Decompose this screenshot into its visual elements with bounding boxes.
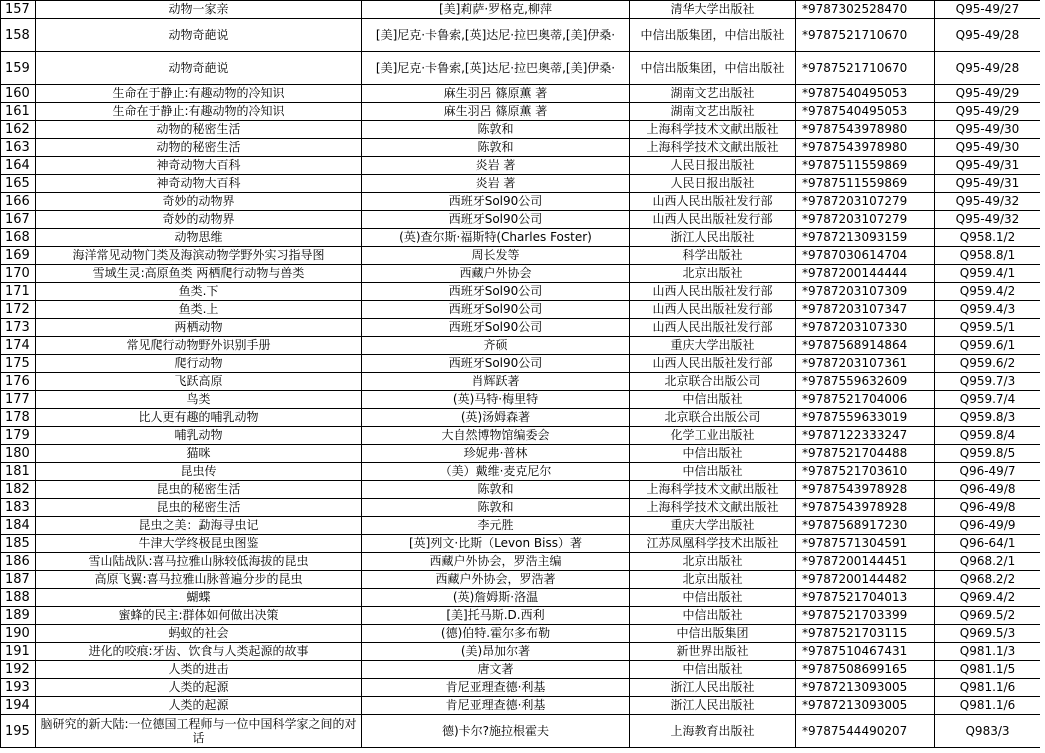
table-row [1,553,1041,571]
isbn-cell[interactable]: *9787521703399 [796,607,935,625]
title-cell[interactable]: 动物奇葩说 [36,52,362,85]
call-number-cell[interactable]: Q981.1/5 [935,661,1041,679]
row-number-cell[interactable]: 168 [1,229,36,247]
publisher-cell[interactable]: 北京联合出版公司 [630,409,796,427]
call-number-cell[interactable]: Q96-64/1 [935,535,1041,553]
isbn-cell[interactable]: *9787510467431 [796,643,935,661]
isbn-cell[interactable]: *9787568914864 [796,337,935,355]
row-number-cell[interactable]: 181 [1,463,36,481]
title-cell[interactable]: 昆虫传 [36,463,362,481]
table-row [1,373,1041,391]
call-number-cell[interactable]: Q96-49/8 [935,499,1041,517]
table-row [1,571,1041,589]
call-number-cell[interactable]: Q959.7/3 [935,373,1041,391]
table-row [1,679,1041,697]
isbn-cell[interactable]: *9787030614704 [796,247,935,265]
call-number-cell[interactable]: Q95-49/30 [935,139,1041,157]
publisher-cell[interactable]: 人民日报出版社 [630,175,796,193]
publisher-cell[interactable]: 浙江人民出版社 [630,697,796,715]
isbn-cell[interactable]: *9787521710670 [796,19,935,52]
publisher-cell[interactable]: 中信出版社 [630,391,796,409]
isbn-cell[interactable]: *9787203107347 [796,301,935,319]
author-cell[interactable]: 西班牙Sol90公司 [362,355,630,373]
title-cell[interactable]: 神奇动物大百科 [36,175,362,193]
call-number-cell[interactable]: Q959.4/3 [935,301,1041,319]
table-row [1,139,1041,157]
author-cell[interactable]: (英)马特·梅里特 [362,391,630,409]
table-row [1,229,1041,247]
call-number-cell[interactable]: Q959.7/4 [935,391,1041,409]
publisher-cell[interactable]: 科学出版社 [630,247,796,265]
title-cell[interactable]: 鸟类 [36,391,362,409]
call-number-cell[interactable]: Q959.4/1 [935,265,1041,283]
table-row [1,427,1041,445]
call-number-cell[interactable]: Q95-49/32 [935,193,1041,211]
author-cell[interactable]: [英]列文·比斯（Levon Biss）著 [362,535,630,553]
publisher-cell[interactable]: 中信出版社 [630,589,796,607]
sheet-right-margin [1040,0,1045,753]
author-cell[interactable]: 肖辉跃著 [362,373,630,391]
publisher-cell[interactable]: 江苏凤凰科学技术出版社 [630,535,796,553]
author-cell[interactable]: 肯尼亚理查德·利基 [362,679,630,697]
publisher-cell[interactable]: 中信出版集团，中信出版社 [630,52,796,85]
row-number-cell[interactable]: 161 [1,103,36,121]
spreadsheet-body [1,1,1041,748]
row-number-cell[interactable]: 166 [1,193,36,211]
author-cell[interactable]: 德)卡尔?施拉根霍夫 [362,715,630,748]
title-cell[interactable]: 动物的秘密生活 [36,139,362,157]
table-row [1,625,1041,643]
table-row [1,193,1041,211]
isbn-cell[interactable]: *9787511559869 [796,175,935,193]
title-cell[interactable]: 雪山陆战队:喜马拉雅山脉较低海拔的昆虫 [36,553,362,571]
author-cell[interactable]: 西藏户外协会，罗浩主编 [362,553,630,571]
table-row [1,19,1041,52]
title-cell[interactable]: 猫咪 [36,445,362,463]
publisher-cell[interactable]: 新世界出版社 [630,643,796,661]
isbn-cell[interactable]: *9787508699165 [796,661,935,679]
row-number-cell[interactable]: 174 [1,337,36,355]
title-cell[interactable]: 雪域生灵:高原鱼类 两栖爬行动物与兽类 [36,265,362,283]
publisher-cell[interactable]: 中信出版集团，中信出版社 [630,19,796,52]
publisher-cell[interactable]: 山西人民出版社发行部 [630,193,796,211]
publisher-cell[interactable]: 山西人民出版社发行部 [630,301,796,319]
author-cell[interactable]: (英)查尔斯·福斯特(Charles Foster) [362,229,630,247]
call-number-cell[interactable]: Q959.4/2 [935,283,1041,301]
table-row [1,715,1041,748]
isbn-cell[interactable]: *9787203107361 [796,355,935,373]
publisher-cell[interactable]: 上海科学技术文献出版社 [630,121,796,139]
table-row [1,661,1041,679]
call-number-cell[interactable]: Q968.2/2 [935,571,1041,589]
title-cell[interactable]: 人类的起源 [36,679,362,697]
publisher-cell[interactable]: 上海科学技术文献出版社 [630,499,796,517]
publisher-cell[interactable]: 北京出版社 [630,571,796,589]
author-cell[interactable]: 肯尼亚理查德·利基 [362,697,630,715]
title-cell[interactable]: 蜜蜂的民主:群体如何做出决策 [36,607,362,625]
table-row [1,643,1041,661]
isbn-cell[interactable]: *9787559632609 [796,373,935,391]
title-cell[interactable]: 动物的秘密生活 [36,121,362,139]
row-number-cell[interactable]: 165 [1,175,36,193]
isbn-cell[interactable]: *9787203107279 [796,193,935,211]
isbn-cell[interactable]: *9787521704006 [796,391,935,409]
row-number-cell[interactable]: 189 [1,607,36,625]
publisher-cell[interactable]: 湖南文艺出版社 [630,85,796,103]
publisher-cell[interactable]: 中信出版社 [630,607,796,625]
row-number-cell[interactable]: 179 [1,427,36,445]
publisher-cell[interactable]: 上海教育出版社 [630,715,796,748]
publisher-cell[interactable]: 上海科学技术文献出版社 [630,481,796,499]
title-cell[interactable]: 昆虫之美：勐海寻虫记 [36,517,362,535]
title-cell[interactable]: 高原飞翼:喜马拉雅山脉普遍分步的昆虫 [36,571,362,589]
isbn-cell[interactable]: *9787544490207 [796,715,935,748]
author-cell[interactable]: 炎岩 著 [362,175,630,193]
title-cell[interactable]: 生命在于静止:有趣动物的冷知识 [36,85,362,103]
call-number-cell[interactable]: Q95-49/31 [935,157,1041,175]
row-number-cell[interactable]: 184 [1,517,36,535]
row-number-cell[interactable]: 188 [1,589,36,607]
title-cell[interactable]: 蝴蝶 [36,589,362,607]
title-cell[interactable]: 奇妙的动物界 [36,211,362,229]
table-row [1,85,1041,103]
call-number-cell[interactable]: Q959.6/2 [935,355,1041,373]
table-row [1,463,1041,481]
author-cell[interactable]: [美]尼克·卡鲁索,[英]达尼·拉巴奥蒂,[美]伊桑· [362,52,630,85]
publisher-cell[interactable]: 化学工业出版社 [630,427,796,445]
title-cell[interactable]: 鱼类.上 [36,301,362,319]
author-cell[interactable]: 唐文著 [362,661,630,679]
call-number-cell[interactable]: Q96-49/7 [935,463,1041,481]
publisher-cell[interactable]: 北京出版社 [630,553,796,571]
row-number-cell[interactable]: 192 [1,661,36,679]
table-row [1,409,1041,427]
title-cell[interactable]: 两栖动物 [36,319,362,337]
row-number-cell[interactable]: 169 [1,247,36,265]
table-row [1,589,1041,607]
publisher-cell[interactable]: 山西人民出版社发行部 [630,211,796,229]
row-number-cell[interactable]: 194 [1,697,36,715]
title-cell[interactable]: 爬行动物 [36,355,362,373]
isbn-cell[interactable]: *9787203107309 [796,283,935,301]
row-number-cell[interactable]: 176 [1,373,36,391]
title-cell[interactable]: 哺乳动物 [36,427,362,445]
author-cell[interactable]: 西班牙Sol90公司 [362,283,630,301]
call-number-cell[interactable]: Q983/3 [935,715,1041,748]
author-cell[interactable]: 大自然博物馆编委会 [362,427,630,445]
call-number-cell[interactable]: Q959.5/1 [935,319,1041,337]
title-cell[interactable]: 常见爬行动物野外识别手册 [36,337,362,355]
table-row [1,283,1041,301]
author-cell[interactable]: 麻生羽呂 篠原薫 著 [362,85,630,103]
table-row [1,499,1041,517]
author-cell[interactable]: [美]莉萨·罗格克,柳萍 [362,1,630,19]
table-row [1,481,1041,499]
call-number-cell[interactable]: Q959.6/1 [935,337,1041,355]
publisher-cell[interactable]: 浙江人民出版社 [630,229,796,247]
row-number-cell[interactable]: 167 [1,211,36,229]
author-cell[interactable]: 西藏户外协会 [362,265,630,283]
call-number-cell[interactable]: Q981.1/6 [935,679,1041,697]
call-number-cell[interactable]: Q969.5/2 [935,607,1041,625]
table-row [1,697,1041,715]
call-number-cell[interactable]: Q95-49/27 [935,1,1041,19]
table-row [1,1,1041,19]
table-row [1,445,1041,463]
table-row [1,247,1041,265]
table-row [1,607,1041,625]
publisher-cell[interactable]: 北京出版社 [630,265,796,283]
table-row [1,103,1041,121]
author-cell[interactable]: 周长发等 [362,247,630,265]
row-number-cell[interactable]: 173 [1,319,36,337]
table-row [1,52,1041,85]
author-cell[interactable]: (英)詹姆斯·洛温 [362,589,630,607]
isbn-cell[interactable]: *9787511559869 [796,157,935,175]
table-row [1,211,1041,229]
row-number-cell[interactable]: 177 [1,391,36,409]
isbn-cell[interactable]: *9787200144482 [796,571,935,589]
author-cell[interactable]: 齐硕 [362,337,630,355]
title-cell[interactable]: 人类的起源 [36,697,362,715]
row-number-cell[interactable]: 171 [1,283,36,301]
publisher-cell[interactable]: 湖南文艺出版社 [630,103,796,121]
author-cell[interactable]: 西藏户外协会，罗浩著 [362,571,630,589]
author-cell[interactable]: [美]尼克·卡鲁索,[英]达尼·拉巴奥蒂,[美]伊桑· [362,19,630,52]
isbn-cell[interactable]: *9787213093005 [796,697,935,715]
publisher-cell[interactable]: 中信出版社 [630,445,796,463]
row-number-cell[interactable]: 159 [1,52,36,85]
title-cell[interactable]: 昆虫的秘密生活 [36,499,362,517]
row-number-cell[interactable]: 193 [1,679,36,697]
row-number-cell[interactable]: 195 [1,715,36,748]
title-cell[interactable]: 动物思维 [36,229,362,247]
call-number-cell[interactable]: Q969.4/2 [935,589,1041,607]
publisher-cell[interactable]: 重庆大学出版社 [630,517,796,535]
title-cell[interactable]: 鱼类.下 [36,283,362,301]
row-number-cell[interactable]: 163 [1,139,36,157]
isbn-cell[interactable]: *9787540495053 [796,85,935,103]
table-row [1,391,1041,409]
isbn-cell[interactable]: *9787543978980 [796,139,935,157]
call-number-cell[interactable]: Q95-49/28 [935,19,1041,52]
author-cell[interactable]: 西班牙Sol90公司 [362,301,630,319]
title-cell[interactable]: 比人更有趣的哺乳动物 [36,409,362,427]
publisher-cell[interactable]: 山西人民出版社发行部 [630,319,796,337]
isbn-cell[interactable]: *9787568917230 [796,517,935,535]
table-row [1,121,1041,139]
row-number-cell[interactable]: 191 [1,643,36,661]
title-cell[interactable]: 人类的进击 [36,661,362,679]
table-row [1,301,1041,319]
isbn-cell[interactable]: *9787521703115 [796,625,935,643]
table-row [1,355,1041,373]
table-row [1,157,1041,175]
row-number-cell[interactable]: 175 [1,355,36,373]
author-cell[interactable]: 炎岩 著 [362,157,630,175]
table-row [1,337,1041,355]
author-cell[interactable]: （美）戴维·麦克尼尔 [362,463,630,481]
author-cell[interactable]: 陈敦和 [362,481,630,499]
call-number-cell[interactable]: Q96-49/9 [935,517,1041,535]
author-cell[interactable]: 陈敦和 [362,139,630,157]
author-cell[interactable]: 麻生羽呂 篠原薫 著 [362,103,630,121]
title-cell[interactable]: 蚂蚁的社会 [36,625,362,643]
author-cell[interactable]: 西班牙Sol90公司 [362,319,630,337]
call-number-cell[interactable]: Q969.5/3 [935,625,1041,643]
author-cell[interactable]: 西班牙Sol90公司 [362,211,630,229]
publisher-cell[interactable]: 清华大学出版社 [630,1,796,19]
table-row [1,319,1041,337]
author-cell[interactable]: 珍妮弗·普林 [362,445,630,463]
author-cell[interactable]: 李元胜 [362,517,630,535]
publisher-cell[interactable]: 山西人民出版社发行部 [630,355,796,373]
row-number-cell[interactable]: 157 [1,1,36,19]
publisher-cell[interactable]: 中信出版集团 [630,625,796,643]
publisher-cell[interactable]: 人民日报出版社 [630,157,796,175]
row-number-cell[interactable]: 162 [1,121,36,139]
author-cell[interactable]: (德)伯特.霍尔多布勒 [362,625,630,643]
isbn-cell[interactable]: *9787521704013 [796,589,935,607]
table-row [1,517,1041,535]
table-row [1,175,1041,193]
author-cell[interactable]: (美)昂加尔著 [362,643,630,661]
row-number-cell[interactable]: 170 [1,265,36,283]
title-cell[interactable]: 神奇动物大百科 [36,157,362,175]
isbn-cell[interactable]: *9787213093159 [796,229,935,247]
isbn-cell[interactable]: *9787200144444 [796,265,935,283]
call-number-cell[interactable]: Q95-49/28 [935,52,1041,85]
isbn-cell[interactable]: *9787302528470 [796,1,935,19]
publisher-cell[interactable]: 重庆大学出版社 [630,337,796,355]
publisher-cell[interactable]: 浙江人民出版社 [630,679,796,697]
author-cell[interactable]: 陈敦和 [362,499,630,517]
isbn-cell[interactable]: *9787203107330 [796,319,935,337]
isbn-cell[interactable]: *9787571304591 [796,535,935,553]
publisher-cell[interactable]: 中信出版社 [630,661,796,679]
author-cell[interactable]: [美]托马斯.D.西利 [362,607,630,625]
isbn-cell[interactable]: *9787521710670 [796,52,935,85]
call-number-cell[interactable]: Q95-49/32 [935,211,1041,229]
call-number-cell[interactable]: Q968.2/1 [935,553,1041,571]
isbn-cell[interactable]: *9787213093005 [796,679,935,697]
title-cell[interactable]: 进化的咬痕:牙齿、饮食与人类起源的故事 [36,643,362,661]
author-cell[interactable]: 西班牙Sol90公司 [362,193,630,211]
call-number-cell[interactable]: Q958.1/2 [935,229,1041,247]
row-number-cell[interactable]: 190 [1,625,36,643]
title-cell[interactable]: 奇妙的动物界 [36,193,362,211]
title-cell[interactable]: 生命在于静止:有趣动物的冷知识 [36,103,362,121]
row-number-cell[interactable]: 178 [1,409,36,427]
call-number-cell[interactable]: Q959.8/5 [935,445,1041,463]
row-number-cell[interactable]: 186 [1,553,36,571]
table-row [1,265,1041,283]
publisher-cell[interactable]: 山西人民出版社发行部 [630,283,796,301]
title-cell[interactable]: 牛津大学终极昆虫图鉴 [36,535,362,553]
title-cell[interactable]: 飞跃高原 [36,373,362,391]
title-cell[interactable]: 脑研究的新大陆:一位德国工程师与一位中国科学家之间的对话 [36,715,362,748]
isbn-cell[interactable]: *9787540495053 [796,103,935,121]
row-number-cell[interactable]: 172 [1,301,36,319]
row-number-cell[interactable]: 187 [1,571,36,589]
title-cell[interactable]: 动物奇葩说 [36,19,362,52]
call-number-cell[interactable]: Q981.1/3 [935,643,1041,661]
table-row [1,535,1041,553]
row-number-cell[interactable]: 160 [1,85,36,103]
publisher-cell[interactable]: 上海科学技术文献出版社 [630,139,796,157]
call-number-cell[interactable]: Q959.8/4 [935,427,1041,445]
isbn-cell[interactable]: *9787543978928 [796,499,935,517]
isbn-cell[interactable]: *9787559633019 [796,409,935,427]
row-number-cell[interactable]: 164 [1,157,36,175]
call-number-cell[interactable]: Q959.8/3 [935,409,1041,427]
isbn-cell[interactable]: *9787543978980 [796,121,935,139]
row-number-cell[interactable]: 158 [1,19,36,52]
call-number-cell[interactable]: Q96-49/8 [935,481,1041,499]
publisher-cell[interactable]: 中信出版社 [630,463,796,481]
publisher-cell[interactable]: 北京联合出版公司 [630,373,796,391]
call-number-cell[interactable]: Q958.8/1 [935,247,1041,265]
isbn-cell[interactable]: *9787521703610 [796,463,935,481]
isbn-cell[interactable]: *9787543978928 [796,481,935,499]
call-number-cell[interactable]: Q95-49/29 [935,85,1041,103]
title-cell[interactable]: 昆虫的秘密生活 [36,481,362,499]
row-number-cell[interactable]: 185 [1,535,36,553]
isbn-cell[interactable]: *9787122333247 [796,427,935,445]
isbn-cell[interactable]: *9787200144451 [796,553,935,571]
call-number-cell[interactable]: Q981.1/6 [935,697,1041,715]
call-number-cell[interactable]: Q95-49/31 [935,175,1041,193]
isbn-cell[interactable]: *9787203107279 [796,211,935,229]
title-cell[interactable]: 动物一家亲 [36,1,362,19]
author-cell[interactable]: 陈敦和 [362,121,630,139]
row-number-cell[interactable]: 183 [1,499,36,517]
row-number-cell[interactable]: 180 [1,445,36,463]
row-number-cell[interactable]: 182 [1,481,36,499]
call-number-cell[interactable]: Q95-49/29 [935,103,1041,121]
call-number-cell[interactable]: Q95-49/30 [935,121,1041,139]
title-cell[interactable]: 海洋常见动物门类及海滨动物学野外实习指导图 [36,247,362,265]
author-cell[interactable]: (英)汤姆森著 [362,409,630,427]
isbn-cell[interactable]: *9787521704488 [796,445,935,463]
